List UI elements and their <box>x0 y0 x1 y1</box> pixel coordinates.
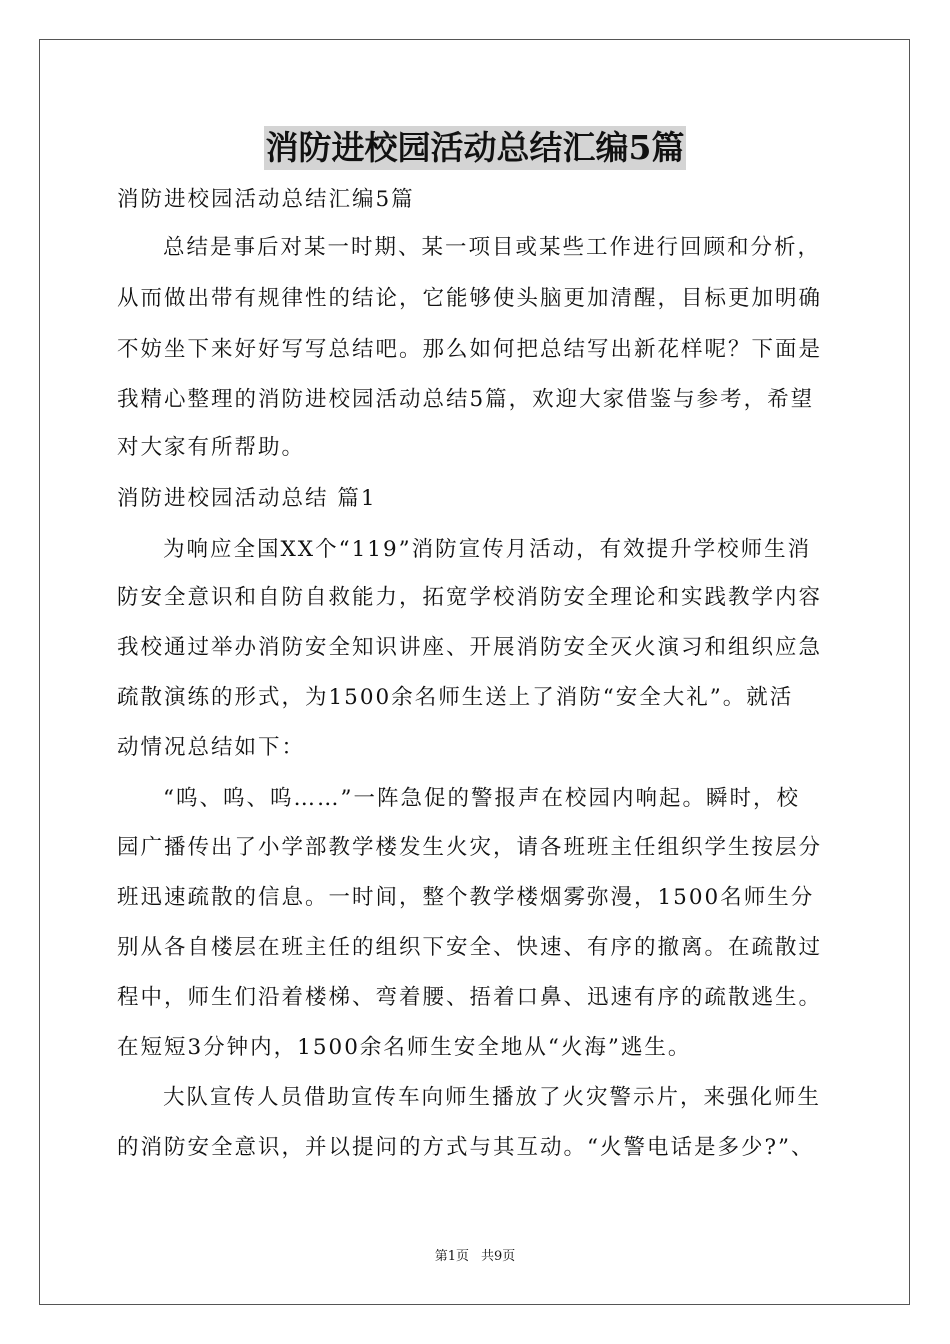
paragraph-line: 对大家有所帮助。 <box>117 435 306 460</box>
paragraph-line: 班迅速疏散的信息。一时间，整个教学楼烟雾弥漫，1500名师生分 <box>117 885 815 910</box>
paragraph-line: 不妨坐下来好好写写总结吧。那么如何把总结写出新花样呢？下面是 <box>117 337 823 362</box>
page-border <box>39 39 910 1305</box>
paragraph-line: 为响应全国XX个“119”消防宣传月活动，有效提升学校师生消 <box>163 537 812 562</box>
paragraph-line: 程中，师生们沿着楼梯、弯着腰、捂着口鼻、迅速有序的疏散逃生。 <box>117 985 823 1010</box>
paragraph-line: 别从各自楼层在班主任的组织下安全、快速、有序的撤离。在疏散过 <box>117 935 823 960</box>
section-heading: 消防进校园活动总结 篇1 <box>117 486 377 511</box>
paragraph-line: “呜、呜、呜……”一阵急促的警报声在校园内响起。瞬时，校 <box>163 786 800 811</box>
page-number: 第1页 <box>434 1249 469 1264</box>
paragraph-line: 我精心整理的消防进校园活动总结5篇，欢迎大家借鉴与参考，希望 <box>117 387 815 412</box>
paragraph-line: 从而做出带有规律性的结论，它能够使头脑更加清醒，目标更加明确 <box>117 286 823 311</box>
paragraph-line: 总结是事后对某一时期、某一项目或某些工作进行回顾和分析， <box>163 235 822 260</box>
title-container <box>0 126 950 170</box>
paragraph-line: 大队宣传人员借助宣传车向师生播放了火灾警示片，来强化师生 <box>163 1085 822 1110</box>
paragraph-line: 疏散演练的形式，为1500余名师生送上了消防“安全大礼”。就活 <box>117 685 794 710</box>
subtitle-line: 消防进校园活动总结汇编5篇 <box>117 187 415 212</box>
paragraph-line: 的消防安全意识，并以提问的方式与其互动。“火警电话是多少?”、 <box>117 1135 815 1160</box>
page-footer <box>0 1249 950 1265</box>
paragraph-line: 园广播传出了小学部教学楼发生火灾，请各班班主任组织学生按层分 <box>117 835 823 860</box>
paragraph-line: 防安全意识和自防自救能力，拓宽学校消防安全理论和实践教学内容 <box>117 585 823 610</box>
paragraph-line: 我校通过举办消防安全知识讲座、开展消防安全灭火演习和组织应急 <box>117 635 823 660</box>
document-title: 消防进校园活动总结汇编5篇 <box>264 126 687 170</box>
paragraph-line: 动情况总结如下： <box>117 735 306 760</box>
page-total: 共9页 <box>481 1249 516 1264</box>
paragraph-line: 在短短3分钟内，1500余名师生安全地从“火海”逃生。 <box>117 1035 692 1060</box>
